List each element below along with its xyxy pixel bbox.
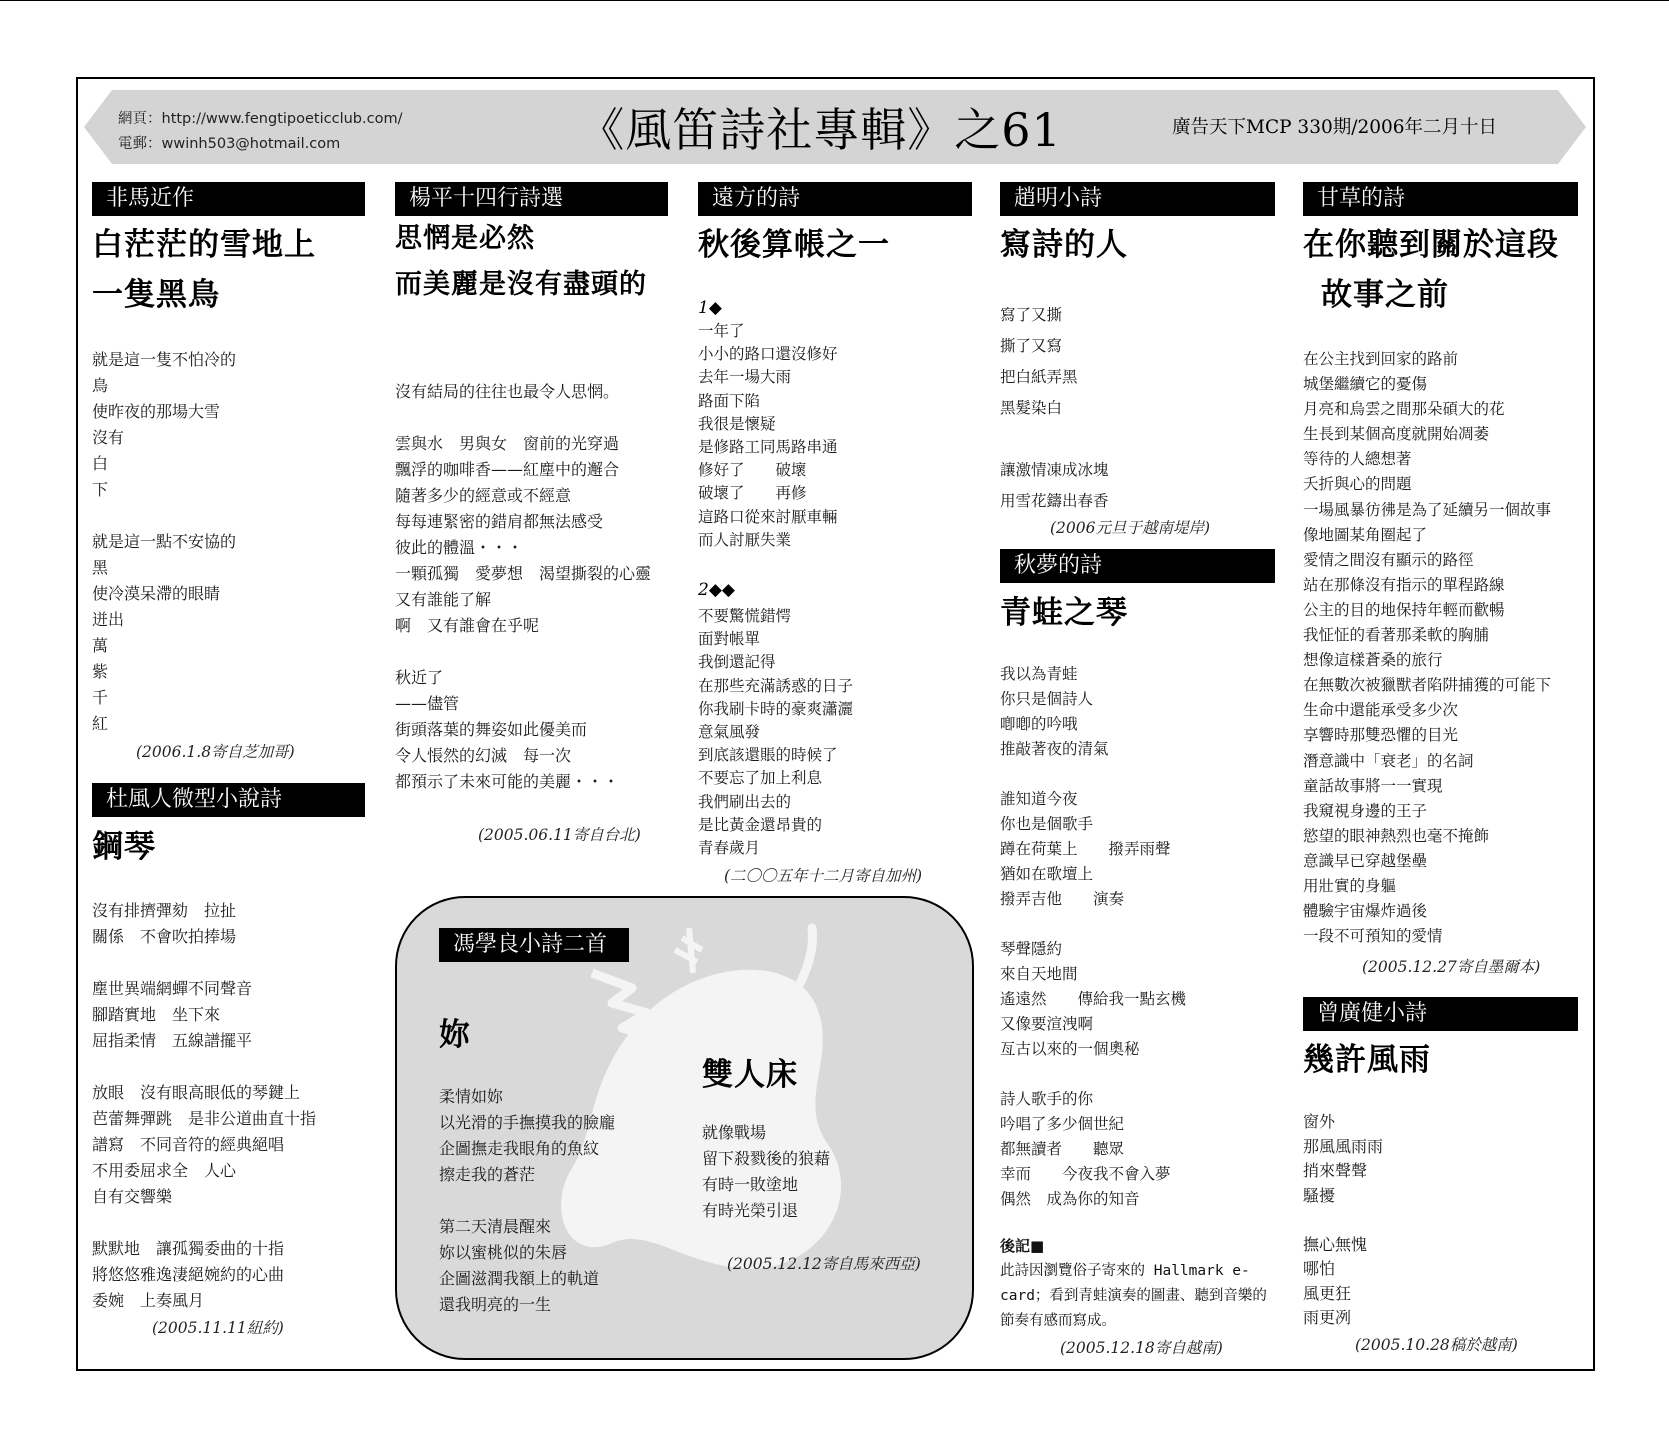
- page-title: 《風笛詩社專輯》之61: [578, 103, 1062, 157]
- poem-source: (2006元旦于越南堤岸): [1050, 519, 1211, 537]
- poem-source: (2005.12.18寄自越南): [1060, 1339, 1223, 1357]
- section-header-yang-ping: 楊平十四行詩選: [395, 182, 668, 216]
- section-header-qiu-meng: 秋夢的詩: [1000, 549, 1275, 583]
- poem-body-poet: 寫了又撕 撕了又寫 把白紙弄黑 黑髮染白 讓激情凍成冰塊 用雪花鑄出春香: [1000, 306, 1109, 510]
- poem-source: (二〇〇五年十二月寄自加州): [724, 867, 923, 885]
- poem-body-black-bird: 就是這一隻不怕冷的 鳥 使昨夜的那場大雪 沒有 白 下 就是這一點不安協的 黑 使冷漠呆滯的眼睛 迸出 萬 紫 千 紅: [92, 350, 237, 733]
- poem-title-black-bird: 白茫茫的雪地上 一隻黑鳥: [92, 227, 316, 313]
- postscript-title: 後記■: [1000, 1237, 1045, 1255]
- poem-title-wind-rain: 幾許風雨: [1303, 1042, 1431, 1078]
- header-email[interactable]: 電郵：wwinh503@hotmail.com: [118, 136, 341, 152]
- poem-title-autumn-accounts: 秋後算帳之一: [698, 227, 890, 263]
- poem-source: (2005.11.11紐約): [152, 1319, 284, 1337]
- featured-box: [395, 896, 974, 1360]
- poem-source: (2005.10.28稿於越南): [1355, 1336, 1518, 1354]
- section-header-gan-cao: 甘草的詩: [1303, 182, 1578, 216]
- issue-info: 廣告天下MCP 330期/2006年二月十日: [1172, 117, 1498, 138]
- poem-title-frog-harp: 青蛙之琴: [1000, 595, 1128, 631]
- poem-title-melancholy: 思惘是必然 而美麗是沒有盡頭的: [395, 223, 647, 300]
- poem-body-part-1: 一年了 小小的路口還沒修好 去年一場大雨 路面下陷 我很是懷疑 是修路工同馬路串通 修好了 破壞 破壞了 再修 這路口從來討厭車輛 而人討厭失業: [698, 322, 838, 549]
- poem-body-wind-rain: 窗外 那風風雨雨 捎來聲聲 騷擾 撫心無愧 哪怕 風更狂 雨更冽: [1303, 1112, 1384, 1327]
- postscript-text: 此詩因瀏覽俗子寄來的 Hallmark e-card；看到青蛙演奏的圖畫、聽到音樂的節奏有感而寫成。: [1000, 1263, 1267, 1329]
- poem-title-poet: 寫詩的人: [1000, 227, 1128, 263]
- poem-source: (2005.06.11寄自台北): [478, 826, 641, 844]
- poem-body-double-bed: 就像戰場 留下殺戮後的狼藉 有時一敗塗地 有時光榮引退: [702, 1123, 831, 1220]
- poem-source: (2006.1.8寄自芝加哥): [136, 743, 295, 761]
- section-header-feng-xueliang: 馮學良小詩二首: [439, 928, 629, 962]
- section-header-du-fengren: 杜風人微型小說詩: [92, 783, 365, 817]
- poem-body-you: 柔情如妳 以光滑的手撫摸我的臉龐 企圖撫走我眼角的魚紋 擦走我的蒼茫 第二天清晨醒來 妳以蜜桃似的朱唇 企圖滋潤我額上的軌道 還我明亮的一生: [439, 1087, 616, 1314]
- part-number-2: 2◆◆: [698, 580, 735, 600]
- top-rule: [0, 0, 1669, 1]
- poem-body-before-story: 在公主找到回家的路前 城堡繼續它的憂傷 月亮和烏雲之間那朵碩大的花 生長到某個高度就開始凋萎 等待的人總想著 夭折與心的問題 一場風暴彷彿是為了延續另一個故事 像地圖某角圈起了 愛情之間沒有顯示的路徑 站在那條沒有指示的單程路線 公主的目的地保持年輕而歡暢 我怔怔的看著那柔軟的胸脯 想像這樣蒼桑的旅行 在無數次被獵獸者陷阱捕獲的可能下 生命中還能承受多少次 享響時那雙恐懼的目光 潛意識中「衰老」的名詞 童話故事將一一實現 我窺視身邊的王子 慾望的眼神熱烈也毫不掩飾 意識早已穿越堡壘 用壯實的身軀 體驗宇宙爆炸過後 一段不可預知的愛情: [1303, 350, 1552, 946]
- postscript: [1000, 1234, 1280, 1334]
- poem-body-piano: 沒有排擠彈劾 拉扯 關係 不會吹拍捧場 塵世異端網蟬不同聲音 腳踏實地 坐下來 屈指柔情 五線譜擺平 放眼 沒有眼高眼低的琴鍵上 芭蕾舞彈跳 是非公道曲直十指 譜寫 不同音符的經典絕唱 不用委屈求全 人心 自有交響樂 默默地 讓孤獨委曲的十指 將悠悠雅逸淒絕婉約的心曲 委婉 上奏風月: [92, 901, 317, 1310]
- header-website[interactable]: 網頁：http://www.fengtipoeticclub.com/: [118, 111, 403, 127]
- section-header-distant-poems: 遠方的詩: [698, 182, 972, 216]
- poem-title-you: 妳: [439, 1017, 471, 1053]
- section-header-zeng-guangjian: 曾廣健小詩: [1303, 997, 1578, 1031]
- section-header-zhao-ming: 趙明小詩: [1000, 182, 1275, 216]
- poem-title-double-bed: 雙人床: [702, 1057, 798, 1093]
- poem-body-melancholy: 沒有結局的往往也最令人思惘。 雲與水 男與女 窗前的光穿過 飄浮的咖啡香——紅塵中的邂合 隨著多少的經意或不經意 每每連緊密的錯肩都無法感受 彼此的體溫・・・ 一顆孤獨 愛夢想 渴望撕裂的心靈 又有誰能了解 啊 又有誰會在乎呢 秋近了 ——儘管 街頭落葉的舞姿如此優美而 令人悵然的幻滅 每一次 都預示了未來可能的美麗・・・: [395, 382, 652, 791]
- poem-source: (2005.12.12寄自馬來西亞): [727, 1255, 921, 1273]
- section-header-fei-ma: 非馬近作: [92, 182, 365, 216]
- poem-title-piano: 鋼琴: [92, 829, 156, 865]
- poem-body-part-2: 不要驚慌錯愕 面對帳單 我倒還記得 在那些充滿誘惑的日子 你我刷卡時的豪爽瀟灑 意氣風發 到底該還賬的時候了 不要忘了加上利息 我們刷出去的 是比黃金還昂貴的 青春歲月: [698, 607, 854, 857]
- poem-title-before-story: 在你聽到關於這段 故事之前: [1303, 227, 1559, 313]
- poem-body-frog-harp: 我以為青蛙 你只是個詩人 喞喞的吟哦 推敲著夜的清氣 誰知道今夜 你也是個歌手 蹲在荷葉上 撥弄雨聲 猶如在歌壇上 撥弄吉他 演奏 琴聲隱約 來自天地間 遙遠然 傳給我一點玄機 又像要渲洩啊 亙古以來的一個奧秘 詩人歌手的你 吟唱了多少個世紀 都無讀者 聽眾 幸而 今夜我不會入夢 偶然 成為你的知音: [1000, 665, 1187, 1208]
- poem-source: (2005.12.27寄自墨爾本): [1362, 958, 1541, 976]
- part-number-1: 1◆: [698, 298, 722, 318]
